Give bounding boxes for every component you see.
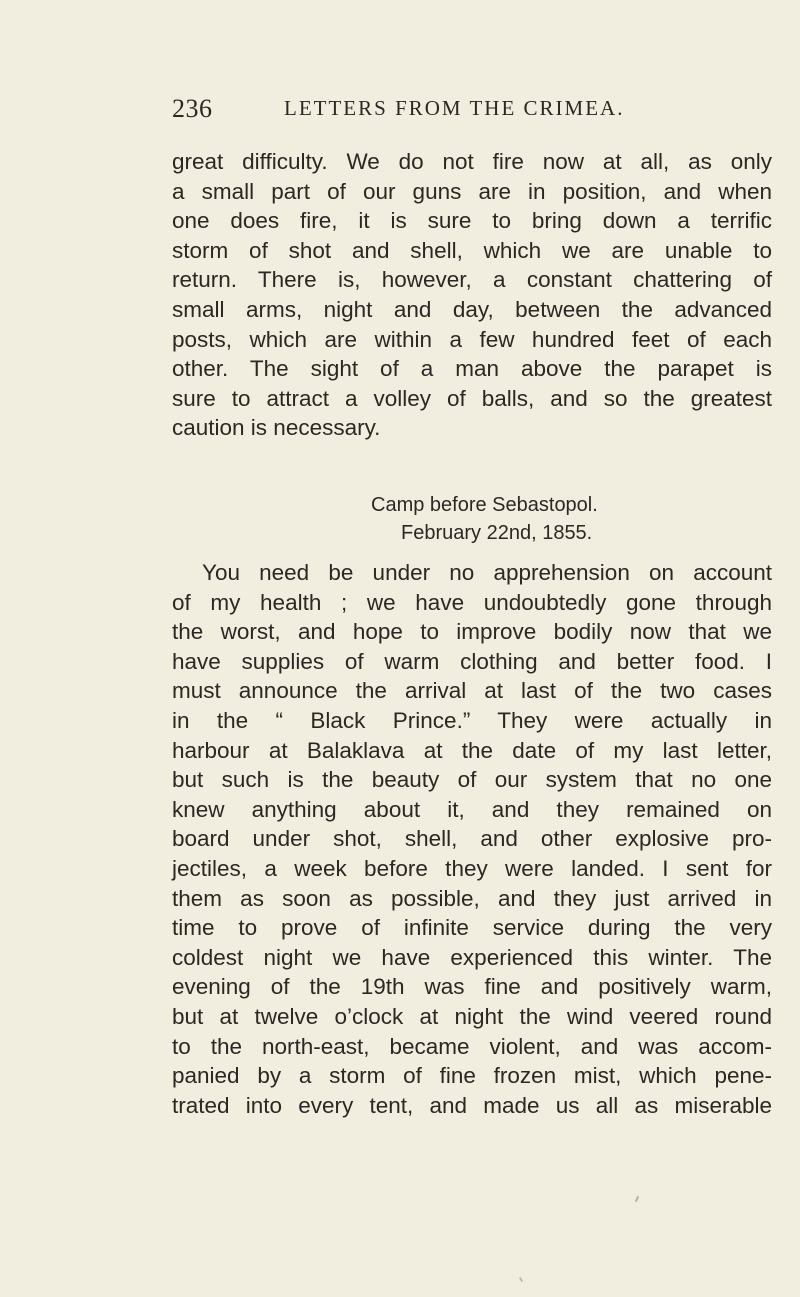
text-line: great difficulty. We do not fire now at all, as only <box>172 149 772 174</box>
text-line: sure to attract a volley of balls, and so the greatest <box>172 385 772 411</box>
text-line: time to prove of infinite service during the very <box>172 915 772 941</box>
text-line: caution is necessary. <box>172 415 381 441</box>
paper-speck <box>635 1196 639 1202</box>
text-line: a small part of our guns are in position, and when <box>172 178 772 204</box>
text-line: You need be under no apprehension on account <box>202 560 772 585</box>
text-line: small arms, night and day, between the advanced <box>172 296 772 322</box>
text-line: return. There is, however, a constant chattering of <box>172 267 772 293</box>
text-line: but such is the beauty of our system that no one <box>172 767 772 793</box>
text-line: harbour at Balaklava at the date of my last letter, <box>172 737 772 763</box>
text-line: board under shot, shell, and other explosive pro- <box>172 826 772 852</box>
text-line: trated into every tent, and made us all as miserable <box>172 1092 772 1118</box>
paragraph-continued <box>172 147 772 443</box>
dateline-place: Camp before Sebastopol. <box>371 494 598 516</box>
dateline-date: February 22nd, 1855. <box>401 522 593 544</box>
text-line: panied by a storm of fine frozen mist, which pene- <box>172 1063 772 1089</box>
text-line: the worst, and hope to improve bodily now that we <box>172 619 772 645</box>
text-line: evening of the 19th was fine and positively warm, <box>172 974 772 1000</box>
text-line: knew anything about it, and they remained on <box>172 796 772 822</box>
text-line: jectiles, a week before they were landed. I sent for <box>172 855 772 881</box>
running-title: LETTERS FROM THE CRIMEA. <box>284 96 625 120</box>
text-line: to the north-east, became violent, and was accom- <box>172 1033 772 1059</box>
text-line: other. The sight of a man above the parapet is <box>172 356 772 382</box>
text-line: in the “ Black Prince.” They were actually in <box>172 707 772 733</box>
text-line: one does fire, it is sure to bring down a terrific <box>172 208 772 234</box>
text-line: storm of shot and shell, which we are unable to <box>172 237 772 263</box>
text-line: posts, which are within a few hundred feet of each <box>172 326 772 352</box>
running-head <box>172 94 692 124</box>
paper-speck <box>519 1277 523 1282</box>
text-line: must announce the arrival at last of the two cases <box>172 678 772 704</box>
text-line: but at twelve o’clock at night the wind veered round <box>172 1003 772 1029</box>
text-line: coldest night we have experienced this winter. The <box>172 944 772 970</box>
text-line: of my health ; we have undoubtedly gone through <box>172 589 772 615</box>
text-line: have supplies of warm clothing and better food. I <box>172 648 772 674</box>
text-line: them as soon as possible, and they just arrived in <box>172 885 772 911</box>
page-number: 236 <box>172 94 213 123</box>
letter-paragraph <box>172 558 772 1120</box>
